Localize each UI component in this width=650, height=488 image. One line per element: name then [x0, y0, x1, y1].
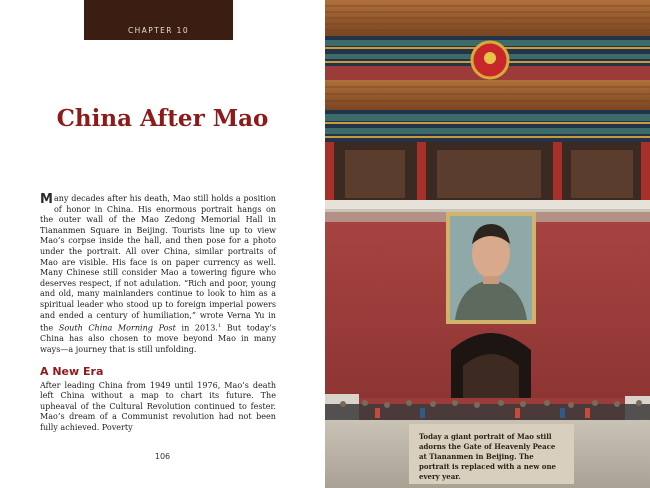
- drop-cap: M: [40, 192, 53, 207]
- body-text: [40, 194, 276, 434]
- crowd: [325, 404, 650, 420]
- balcony-rail: [325, 200, 650, 210]
- section-paragraph: After leading China from 1949 until 1976, Mao’s death left China without a map to chart its future. The upheaval of the Cultural Revolution continued to fester. Mao’s dream of a Communist revolution had not been fully achieved. Poverty: [40, 380, 276, 432]
- chapter-label: CHAPTER 10: [128, 26, 189, 35]
- photo-caption: [409, 424, 574, 484]
- intro-paragraph: [40, 194, 276, 356]
- caption-text: Today a giant portrait of Mao still adorns the Gate of Heavenly Peace at Tiananmen in Beijing. The portrait is replaced with a new one every year.: [419, 432, 556, 481]
- intro-text: any decades after his death, Mao still holds a position of honor in China. His enormous portrait hangs on the outer wall of the Mao Zedong Memorial Hall in Tiananmen Square in Beijing. Tourists line up to view Mao’s corpse inside the hall, and then pose for a photo under the portrait. All over China, similar portraits of Mao are visible. His face is on paper currency as well. Many Chinese still consider Mao a towering figure who deserves respect, if not adulation. “Rich and poor, young and old, many mainlanders continue to look to him as a spiritual leader who stood up to foreign imperial powers and ended a century of humiliation,” wrote Verna Yu in the: [40, 194, 276, 333]
- chapter-title: China After Mao: [56, 105, 269, 132]
- chapter-tab: [84, 0, 233, 40]
- intro-text-2: in 2013.: [175, 323, 218, 333]
- page-number: 106: [154, 452, 171, 461]
- gate-photo: [325, 0, 650, 488]
- newspaper-name: South China Morning Post: [58, 323, 176, 333]
- intro-text-3: But today’s China has also chosen to move beyond Mao in many ways—a journey that is still unfolding.: [40, 323, 276, 354]
- right-page: [325, 0, 650, 488]
- lower-roof: [325, 80, 650, 110]
- footnote-marker: 1: [217, 323, 222, 330]
- section-heading: A New Era: [40, 364, 104, 378]
